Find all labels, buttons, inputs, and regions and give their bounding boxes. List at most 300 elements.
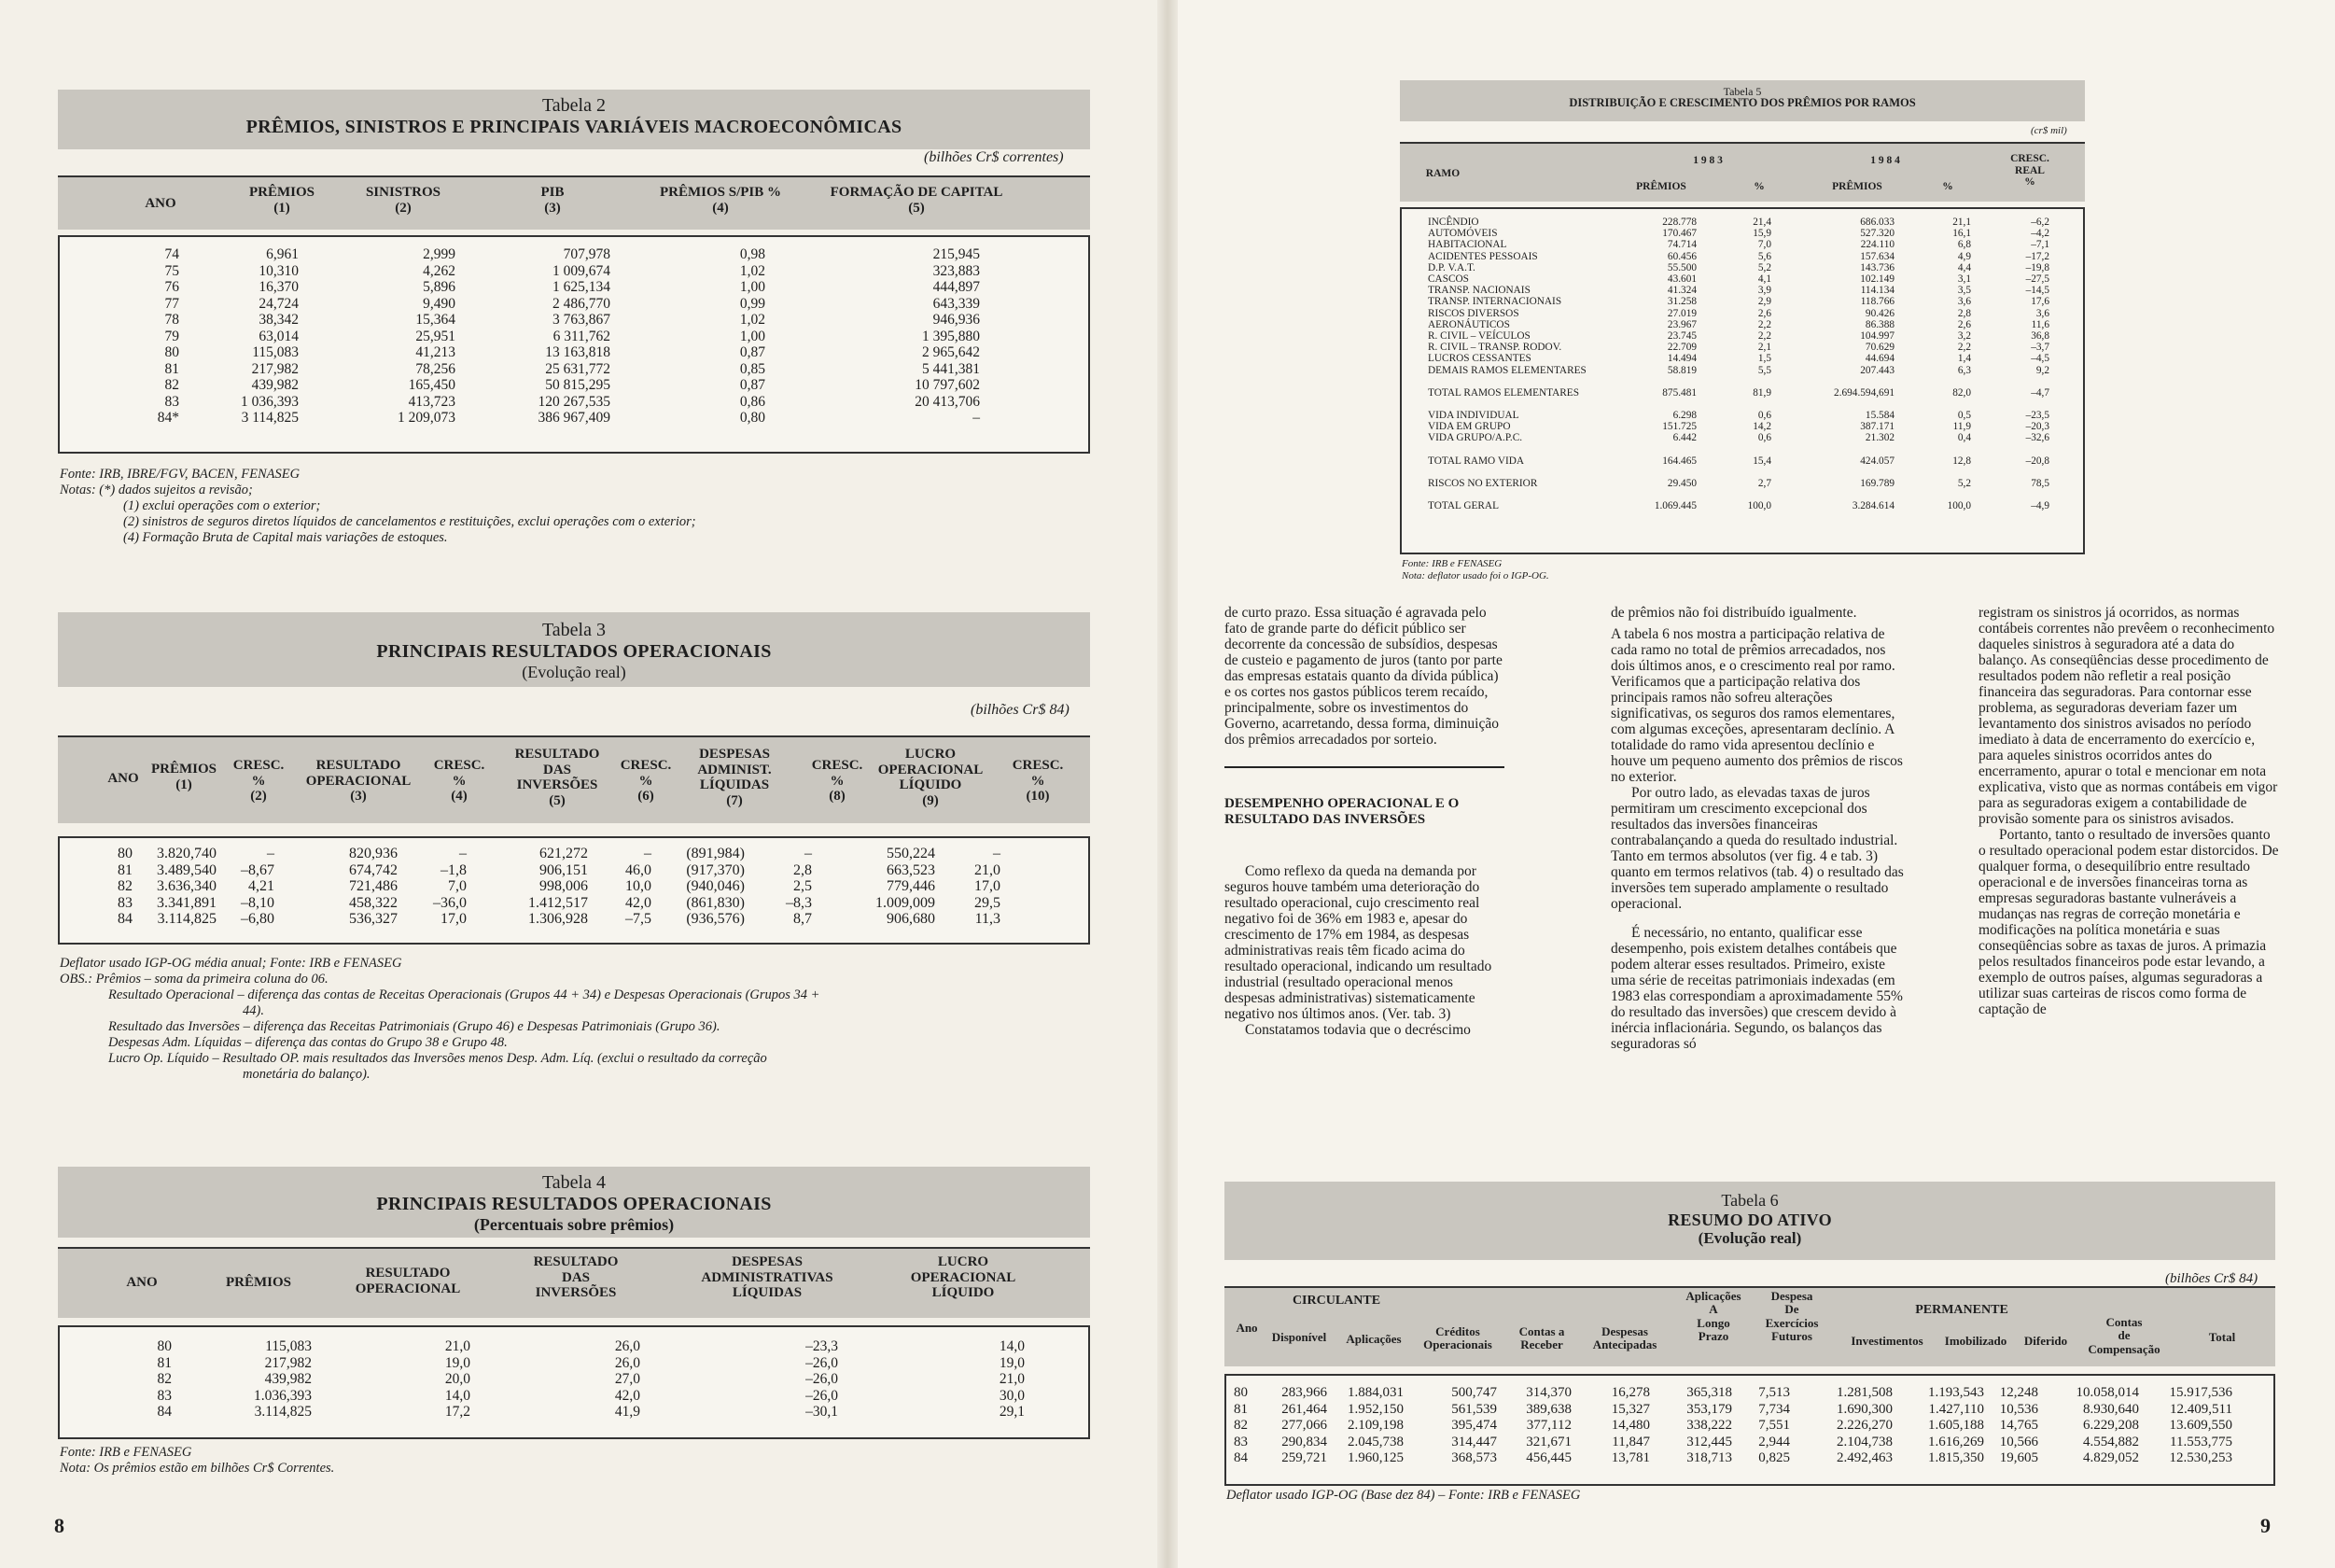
table-row [1428, 353, 2049, 364]
table-cell: 90.426 [1865, 307, 1895, 319]
table-cell: 2.226,270 [1837, 1418, 1893, 1433]
table-row [149, 1404, 1025, 1421]
table-cell: 439,982 [264, 1371, 312, 1387]
table-cell: 9,2 [2035, 364, 2049, 376]
table-cell: 23.967 [1667, 318, 1697, 330]
table-row [1428, 330, 2049, 342]
table-cell: HABITACIONAL [1428, 239, 1507, 251]
text-column-3 [1978, 605, 2281, 1017]
table-cell: 1.306,928 [528, 911, 588, 927]
table-cell: 76 [164, 279, 179, 295]
table-row [1428, 478, 2049, 489]
table-cell: 386 967,409 [538, 410, 610, 426]
tabela6-header-cell: Despesas Antecipadas [1592, 1324, 1657, 1352]
tabela4-header-cell: RESULTADO DAS INVERSÕES [533, 1254, 619, 1300]
table-cell: 8,7 [793, 911, 812, 927]
table-cell: 151.725 [1662, 421, 1697, 433]
table-cell: 78,256 [415, 360, 455, 377]
table-cell: 1.884,031 [1348, 1385, 1404, 1400]
table-row [140, 329, 980, 345]
tabela4-header-cell: PRÊMIOS [225, 1275, 291, 1290]
table-cell: 224.110 [1860, 239, 1895, 251]
table-cell: –20,8 [2025, 455, 2049, 467]
table-cell: 1.952,150 [1348, 1401, 1404, 1417]
table-cell: 75 [164, 262, 179, 279]
table-row [1234, 1450, 2232, 1467]
table-cell: 81 [1234, 1401, 1248, 1417]
table-cell: 10,310 [259, 262, 299, 279]
table-cell: 0,87 [739, 377, 765, 393]
tabela4-table [149, 1338, 1025, 1421]
table-cell: – [804, 846, 812, 861]
table-row [140, 344, 980, 361]
table-cell: 215,945 [932, 246, 980, 262]
table-cell: 207.443 [1860, 364, 1895, 376]
table-cell: 621,272 [539, 846, 588, 861]
table-cell: 7,0 [1757, 239, 1771, 251]
table-cell: 312,445 [1686, 1434, 1732, 1449]
table-cell: 100,0 [1747, 500, 1771, 512]
paragraph: Por outro lado, as elevadas taxas de juros permitiram um crescimento excepcional dos resultados das inversões financeiras contrabalançando a queda do resultado industrial. Tanto em termos absolutos (ver fig. 4 e tab. 3) quanto em termos relativos (tab. 4) o resultado das inversões tem superado amplamente o resultado operacional. [1611, 785, 1904, 912]
table-cell: 3.636,340 [157, 878, 217, 894]
tabela4-subtitle: (Percentuais sobre prêmios) [473, 1215, 675, 1234]
tabela2-title: PRÊMIOS, SINISTROS E PRINCIPAIS VARIÁVEIS MACROECONÔMICAS [245, 117, 902, 137]
table-cell: 0,98 [739, 246, 765, 262]
table-cell: 4,1 [1757, 273, 1771, 286]
table-cell: 4,4 [1957, 261, 1971, 273]
text-column-2 [1611, 605, 1906, 1052]
table-cell: 395,474 [1451, 1418, 1497, 1433]
table-cell: 353,179 [1686, 1401, 1732, 1417]
table-row [1428, 387, 2049, 399]
table-cell: 3,9 [1757, 285, 1771, 297]
table-row [1428, 319, 2049, 330]
note-line: Fonte: IRB e FENASEG [60, 1445, 192, 1460]
tabela5-header-ramo: RAMO [1425, 168, 1461, 179]
tabela3-header-cell: CRESC. % (2) [232, 758, 285, 804]
table-cell: 10.058,014 [2076, 1385, 2139, 1400]
table-cell: 12,8 [1952, 455, 1971, 467]
table-cell: 663,523 [887, 861, 935, 878]
tabela6-group-circulante: CIRCULANTE [1292, 1294, 1381, 1308]
table-cell: 84 [1234, 1450, 1248, 1465]
table-cell: 3.284.614 [1852, 500, 1895, 512]
tabela6-group-permanente: PERMANENTE [1915, 1303, 2008, 1317]
table-cell: – [267, 846, 274, 861]
table-cell: D.P. V.A.T. [1428, 261, 1475, 273]
table-row [140, 263, 980, 280]
table-row [1428, 285, 2049, 296]
tabela6-notes [1226, 1488, 1580, 1504]
table-cell: 1 395,880 [922, 328, 980, 344]
spacer-row [1428, 399, 2049, 410]
tabela6-header-cell: Créditos Operacionais [1423, 1324, 1492, 1352]
table-cell: 1.009,009 [875, 894, 935, 911]
table-cell: 365,318 [1686, 1385, 1732, 1400]
table-row [1428, 455, 2049, 467]
table-cell: 338,222 [1686, 1418, 1732, 1433]
tabela6-header-cell: Aplicações A Longo Prazo [1685, 1289, 1741, 1343]
table-cell: 42,0 [614, 1387, 640, 1404]
page-number-right: 9 [2260, 1514, 2271, 1537]
table-cell: –4,7 [2031, 386, 2049, 399]
table-cell: 29,5 [974, 894, 1000, 911]
table-cell: 413,723 [408, 393, 455, 410]
table-cell: 6,3 [1957, 364, 1971, 376]
tabela6-header-cell: Investimentos [1851, 1334, 1923, 1348]
table-cell: 22.709 [1667, 342, 1697, 354]
table-cell: 25 631,772 [545, 360, 610, 377]
table-cell: 30,0 [999, 1387, 1025, 1404]
table-cell: 82 [164, 377, 179, 393]
table-cell: 82 [157, 1371, 172, 1387]
tabela3-table [105, 846, 1000, 928]
table-cell: –4,2 [2031, 228, 2049, 240]
table-cell: 82 [1234, 1418, 1248, 1433]
tabela6-label: Tabela 6 [1721, 1191, 1779, 1210]
note-line: Notas: (*) dados sujeitos a revisão; [60, 483, 253, 497]
table-cell: 15,4 [1753, 455, 1771, 467]
table-cell: 157.634 [1860, 250, 1895, 262]
table-cell: 550,224 [887, 846, 935, 861]
table-row [1428, 308, 2049, 319]
table-cell: 4,9 [1957, 250, 1971, 262]
table-cell: –8,3 [786, 894, 812, 911]
table-cell: 50 815,295 [545, 377, 610, 393]
table-cell: –4,9 [2031, 500, 2049, 512]
table-row [105, 862, 1000, 879]
table-cell: 41,9 [614, 1404, 640, 1420]
table-cell: 80 [157, 1338, 172, 1354]
table-cell: 21,0 [974, 861, 1000, 878]
table-cell: 3,5 [1957, 285, 1971, 297]
table-row [140, 296, 980, 313]
table-cell: 0,86 [739, 393, 765, 410]
table-cell: 16,278 [1611, 1385, 1650, 1400]
table-cell: 3.114,825 [157, 911, 217, 927]
note-line: Despesas Adm. Líquidas – diferença das contas do Grupo 38 e Grupo 48. [108, 1035, 508, 1050]
table-cell: 170.467 [1662, 228, 1697, 240]
table-cell: 11,3 [974, 911, 1000, 927]
table-cell: 60.456 [1667, 250, 1697, 262]
table-cell: 41.324 [1667, 285, 1697, 297]
table-row [1428, 251, 2049, 262]
table-cell: 74 [164, 246, 179, 262]
table-cell: 38,342 [259, 312, 299, 328]
note-line: 44). [243, 1003, 264, 1018]
table-cell: 165,450 [408, 377, 455, 393]
tabela6-header-cell: Despesa De Exercícios Futuros [1765, 1289, 1819, 1343]
table-cell: 83 [164, 393, 179, 410]
table-cell: 387.171 [1860, 421, 1895, 433]
table-cell: 16,1 [1952, 228, 1971, 240]
table-cell: 1.616,269 [1928, 1434, 1984, 1449]
table-row [1234, 1418, 2232, 1435]
table-cell: 6.298 [1672, 410, 1697, 422]
tabela4-header-cell: ANO [126, 1275, 158, 1290]
table-cell: 2,8 [793, 861, 812, 878]
table-cell: –20,3 [2025, 421, 2049, 433]
tabela2-unit: (bilhões Cr$ correntes) [924, 149, 1064, 165]
table-cell: 10 797,602 [915, 377, 980, 393]
spacer-row [1428, 444, 2049, 455]
table-cell: 102.149 [1860, 273, 1895, 286]
table-cell: 261,464 [1281, 1401, 1327, 1417]
table-cell: 143.736 [1860, 261, 1895, 273]
table-cell: –36,0 [433, 894, 467, 911]
table-cell: 7,734 [1758, 1401, 1790, 1417]
table-cell: 946,936 [932, 312, 980, 328]
table-cell: 314,447 [1451, 1434, 1497, 1449]
table-cell: (936,576) [686, 911, 745, 927]
table-cell: 424.057 [1860, 455, 1895, 467]
table-row [105, 895, 1000, 912]
tabela3-header-cell: RESULTADO OPERACIONAL (3) [305, 758, 412, 804]
table-cell: 12.409,511 [2170, 1401, 2232, 1417]
table-cell: 500,747 [1451, 1385, 1497, 1400]
table-row [105, 878, 1000, 895]
tabela6-banner [1224, 1182, 2275, 1260]
table-row [1428, 273, 2049, 285]
note-line: Nota: deflator usado foi o IGP-OG. [1402, 569, 1549, 581]
table-cell: 3,1 [1957, 273, 1971, 286]
table-cell: 4,262 [423, 262, 455, 279]
tabela5-title: DISTRIBUIÇÃO E CRESCIMENTO DOS PRÊMIOS POR RAMOS [1569, 96, 1916, 110]
table-cell: 81,9 [1753, 386, 1771, 399]
table-cell: 0,5 [1957, 410, 1971, 422]
table-cell: CASCOS [1428, 273, 1469, 286]
table-cell: 323,883 [932, 262, 980, 279]
table-cell: 3 763,867 [552, 312, 610, 328]
table-cell: 80 [1234, 1385, 1248, 1400]
table-cell: – [459, 846, 467, 861]
table-cell: –26,0 [805, 1371, 838, 1387]
table-cell: 906,151 [539, 861, 588, 878]
table-cell: –26,0 [805, 1354, 838, 1371]
paragraph: de prêmios não foi distribuído igualmente. [1611, 605, 1857, 621]
table-cell: 456,445 [1526, 1450, 1572, 1465]
table-cell: 7,551 [1758, 1418, 1790, 1433]
tabela6-header-cell: Imobilizado [1944, 1334, 2007, 1348]
table-cell: 21,0 [444, 1338, 470, 1354]
tabela6-subtitle: (Evolução real) [1698, 1229, 1802, 1248]
tabela5-banner [1400, 80, 2085, 121]
tabela4-label: Tabela 4 [541, 1172, 606, 1193]
text-column-1 [1224, 605, 1506, 1038]
table-cell: 63,014 [259, 328, 299, 344]
table-cell: TOTAL GERAL [1428, 500, 1499, 512]
table-cell: 217,982 [251, 360, 299, 377]
table-row [140, 246, 980, 263]
table-cell: –17,2 [2025, 250, 2049, 262]
table-cell: 0,99 [739, 295, 765, 312]
table-cell: 1.690,300 [1837, 1401, 1893, 1417]
table-cell: AUTOMÓVEIS [1428, 228, 1498, 240]
table-cell: –26,0 [805, 1387, 838, 1404]
table-cell: 283,966 [1281, 1385, 1327, 1400]
table-cell: 12.530,253 [2169, 1450, 2232, 1465]
table-cell: TOTAL RAMOS ELEMENTARES [1428, 386, 1579, 399]
table-cell: 527.320 [1860, 228, 1895, 240]
tabela5-header-pct: % [1754, 181, 1765, 192]
table-cell: 875.481 [1662, 386, 1697, 399]
note-line: Fonte: IRB, IBRE/FGV, BACEN, FENASEG [60, 467, 301, 482]
table-cell: 3 114,825 [241, 410, 299, 426]
table-cell: 5,5 [1757, 364, 1771, 376]
table-cell: –8,67 [241, 861, 274, 878]
note-line: Lucro Op. Líquido – Resultado OP. mais resultados das Inversões menos Desp. Adm. Líq. (exclui o resultado da correção [108, 1051, 767, 1066]
table-cell: 217,982 [264, 1354, 312, 1371]
tabela2-header [58, 175, 1090, 230]
tabela5-header-1983: 1 9 8 3 [1693, 155, 1723, 166]
tabela3-banner [58, 612, 1090, 687]
table-cell: 120 267,535 [538, 393, 610, 410]
table-cell: 444,897 [932, 279, 980, 295]
table-cell: –3,7 [2031, 342, 2049, 354]
spacer-row [1428, 467, 2049, 478]
table-cell: AERONÁUTICOS [1428, 318, 1510, 330]
table-cell: 3.114,825 [254, 1404, 312, 1420]
table-row [149, 1355, 1025, 1372]
table-cell: 10,566 [1999, 1434, 2038, 1449]
table-cell: 82,0 [1952, 386, 1971, 399]
table-cell: 1.193,543 [1928, 1385, 1984, 1400]
table-cell: TRANSP. NACIONAIS [1428, 285, 1531, 297]
table-cell: 3.820,740 [157, 846, 217, 861]
paragraph: Portanto, tanto o resultado de inversões quanto o resultado operacional podem estar distorcidos. De qualquer forma, o desequilíbrio entre resultado operacional e de inversões financeiras torna as empresas seguradoras bastante vulneráveis a mudanças nas regras de correção monetária e modificações na política monetária e suas conseqüências sobre as taxas de juros. A primazia pelos resultados financeiros pode estar levando, a exemplo de outros países, algumas seguradoras a utilizar suas carteiras de riscos como forma de captação de [1978, 827, 2279, 1017]
tabela5-unit: (cr$ mil) [2031, 125, 2067, 136]
table-cell: 6,961 [266, 246, 299, 262]
table-cell: 58.819 [1667, 364, 1697, 376]
table-cell: 1,4 [1957, 353, 1971, 365]
table-cell: 15.917,536 [2169, 1385, 2232, 1400]
tabela5-notes [1402, 558, 1549, 581]
note-line: monetária do balanço). [243, 1067, 371, 1082]
tabela6-table [1234, 1385, 2232, 1467]
table-cell: 5,896 [423, 279, 455, 295]
table-cell: 0,80 [739, 410, 765, 426]
table-cell: 14,765 [1999, 1418, 2038, 1433]
table-cell: –6,80 [241, 911, 274, 927]
table-cell: 2,944 [1758, 1434, 1790, 1449]
table-cell: 25,951 [415, 328, 455, 344]
tabela3-header-cell: LUCRO OPERACIONAL LÍQUIDO (9) [877, 747, 984, 808]
table-cell: 6.229,208 [2083, 1418, 2139, 1433]
tabela6-header-cell: Diferido [2023, 1334, 2068, 1348]
table-cell: 1.281,508 [1837, 1385, 1893, 1400]
table-cell: INCÊNDIO [1428, 217, 1479, 228]
note-line: (2) sinistros de seguros diretos líquidos de cancelamentos e restituições, exclui operações com o exterior; [123, 514, 696, 529]
table-cell: 0,87 [739, 344, 765, 360]
tabela2-header-cell: SINISTROS (2) [365, 185, 441, 216]
paragraph: É necessário, no entanto, qualificar esse desempenho, pois existem detalhes contábeis que podem alterar esses resultados. Primeiro, existe uma série de receitas patrimoniais indexadas (em 1983 elas correspondiam a aproximadamente 55% do resultado das inversões) que crescem devido à inércia inflacionária. Segundo, os balanços das seguradoras só [1611, 925, 1903, 1052]
table-cell: 80 [118, 846, 133, 861]
table-row [105, 846, 1000, 862]
tabela3-label: Tabela 3 [541, 620, 606, 640]
tabela3-header-cell: CRESC. % (6) [620, 758, 672, 804]
tabela5-header-cresc: CRESC. REAL % [2010, 153, 2049, 189]
tabela6-unit: (bilhões Cr$ 84) [2165, 1271, 2258, 1286]
table-cell: 42,0 [625, 894, 651, 911]
paragraph: Constatamos todavia que o decréscimo [1245, 1022, 1471, 1038]
table-cell: 14.494 [1667, 353, 1697, 365]
table-cell: VIDA EM GRUPO [1428, 421, 1511, 433]
note-line: Nota: Os prêmios estão em bilhões Cr$ Correntes. [60, 1461, 335, 1476]
table-cell: 84 [118, 911, 133, 927]
table-cell: 458,322 [349, 894, 398, 911]
table-cell: 321,671 [1526, 1434, 1572, 1449]
table-cell: –4,5 [2031, 353, 2049, 365]
table-cell: 5,6 [1757, 250, 1771, 262]
table-row [1428, 262, 2049, 273]
table-cell: 277,066 [1281, 1418, 1327, 1433]
table-cell: 2.492,463 [1837, 1450, 1893, 1465]
table-cell: 83 [118, 894, 133, 911]
table-cell: 228.778 [1662, 217, 1697, 228]
table-cell: 439,982 [251, 377, 299, 393]
table-cell: 1 009,674 [552, 262, 610, 279]
tabela6-header [1224, 1286, 2275, 1366]
table-cell: 83 [157, 1387, 172, 1404]
table-cell: 13 163,818 [545, 344, 610, 360]
table-cell: R. CIVIL – VEÍCULOS [1428, 330, 1531, 343]
table-row [1234, 1435, 2232, 1451]
table-cell: 78,5 [2031, 477, 2049, 489]
table-row [140, 279, 980, 296]
table-cell: 104.997 [1860, 330, 1895, 343]
table-cell: 8.930,640 [2083, 1401, 2139, 1417]
table-cell: 2,5 [793, 878, 812, 894]
table-cell: 11.553,775 [2170, 1434, 2232, 1449]
table-cell: 6,8 [1957, 239, 1971, 251]
table-cell: 83 [1234, 1434, 1248, 1449]
table-cell: DEMAIS RAMOS ELEMENTARES [1428, 364, 1587, 376]
spacer-row [1428, 489, 2049, 500]
table-row [1428, 217, 2049, 228]
table-cell: 78 [164, 312, 179, 328]
table-cell: 1,00 [739, 328, 765, 344]
tabela4-header-cell: LUCRO OPERACIONAL LÍQUIDO [910, 1254, 1016, 1300]
table-cell: 0,4 [1957, 432, 1971, 444]
table-cell: 1 209,073 [398, 410, 455, 426]
table-row [1428, 421, 2049, 432]
table-cell: 3.341,891 [157, 894, 217, 911]
table-cell: 10,0 [625, 878, 651, 894]
table-row [140, 312, 980, 329]
table-cell: 29,1 [999, 1404, 1025, 1420]
table-cell: 15,327 [1611, 1401, 1650, 1417]
table-cell: 11,847 [1612, 1434, 1650, 1449]
table-cell: –6,2 [2031, 217, 2049, 228]
table-cell: 36,8 [2031, 330, 2049, 343]
table-cell: VIDA INDIVIDUAL [1428, 410, 1519, 422]
tabela5-header-premios: PRÊMIOS [1636, 181, 1686, 192]
table-cell: 6.442 [1672, 432, 1697, 444]
table-cell: 1.427,110 [1928, 1401, 1984, 1417]
tabela4-banner [58, 1167, 1090, 1238]
table-cell: 1.815,350 [1928, 1450, 1984, 1465]
table-cell: –19,8 [2025, 261, 2049, 273]
paragraph: Como reflexo da queda na demanda por seguros houve também uma deterioração do resultado operacional, cujo crescimento real negativo foi de 36% em 1983 e, apesar do crescimento de 17% em 1984, as despesas administrativas reais têm ficado acima do resultado operacional, indicando um resultado industrial (resultado operacional menos despesas administrativas) sistematicamente negativo nos últimos anos. (Ver. tab. 3) [1224, 863, 1492, 1022]
table-cell: 1,5 [1757, 353, 1771, 365]
table-cell: 0,6 [1757, 432, 1771, 444]
tabela4-header-cell: RESULTADO OPERACIONAL [355, 1266, 461, 1296]
table-cell: 17,0 [974, 878, 1000, 894]
table-cell: 1.069.445 [1654, 500, 1697, 512]
table-cell: 2.104,738 [1837, 1434, 1893, 1449]
table-cell: 0,825 [1758, 1450, 1790, 1465]
tabela6-header-cell: Ano [1236, 1321, 1258, 1335]
